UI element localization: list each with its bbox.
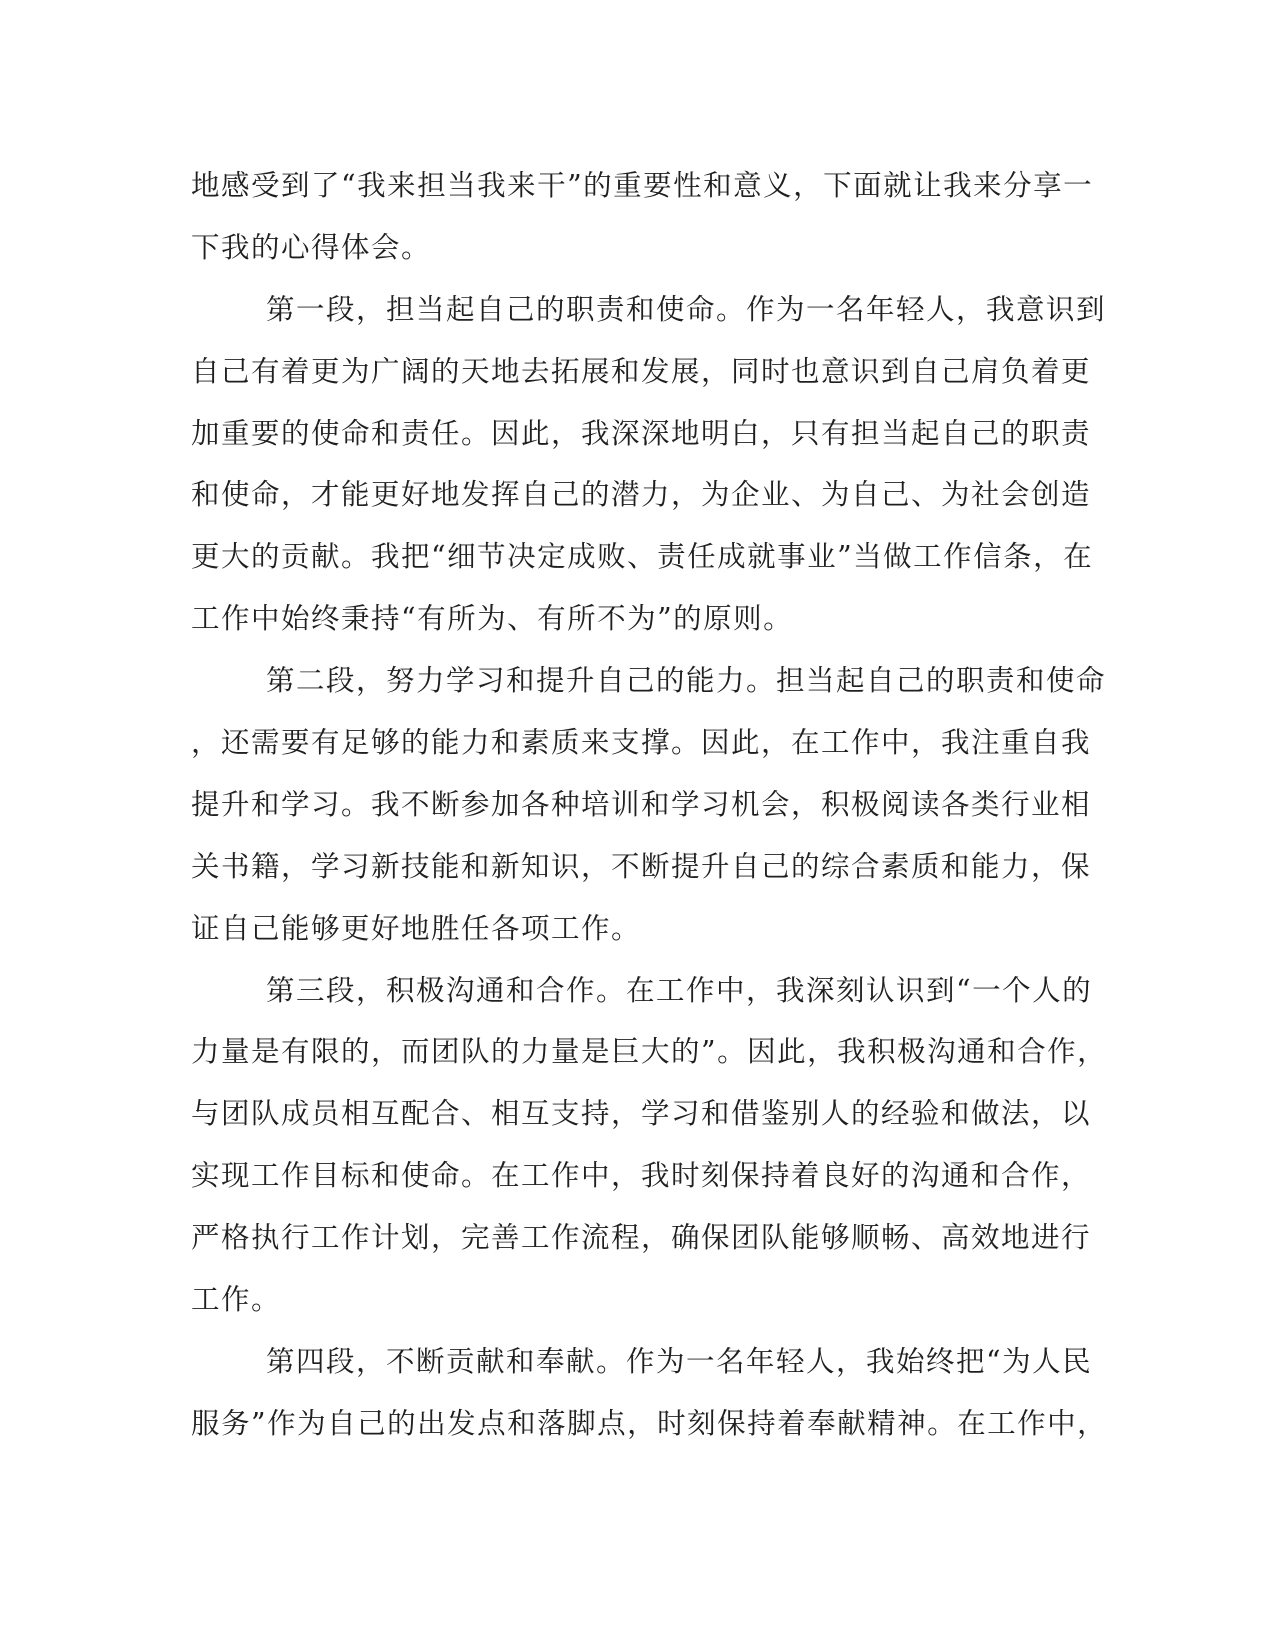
text-line-21: 服务”作为自己的出发点和落脚点，时刻保持着奉献精神。在工作中， — [191, 1406, 1108, 1440]
paragraph-2-first-line: 第二段，努力学习和提升自己的能力。担当起自己的职责和使命 — [266, 664, 1107, 698]
text-line-10: ，还需要有足够的能力和素质来支撑。因此，在工作中，我注重自我 — [191, 726, 1092, 760]
text-line-16: 与团队成员相互配合、相互支持，学习和借鉴别人的经验和做法，以 — [191, 1097, 1092, 1131]
text-line-8: 工作中始终秉持“有所为、有所不为”的原则。 — [191, 602, 794, 636]
text-line-12: 关书籍，学习新技能和新知识，不断提升自己的综合素质和能力，保 — [191, 849, 1092, 883]
text-line-5: 加重要的使命和责任。因此，我深深地明白，只有担当起自己的职责 — [191, 416, 1092, 450]
paragraph-4-first-line: 第四段，不断贡献和奉献。作为一名年轻人，我始终把“为人民 — [266, 1344, 1093, 1378]
text-line-7: 更大的贡献。我把“细节决定成败、责任成就事业”当做工作信条，在 — [191, 540, 1094, 574]
text-line-1: 地感受到了“我来担当我来干”的重要性和意义，下面就让我来分享一 — [191, 169, 1094, 202]
text-line-17: 实现工作目标和使命。在工作中，我时刻保持着良好的沟通和合作， — [191, 1159, 1092, 1193]
text-line-19: 工作。 — [191, 1283, 282, 1317]
text-line-2: 下我的心得体会。 — [191, 230, 432, 264]
paragraph-3-first-line: 第三段，积极沟通和合作。在工作中，我深刻认识到“一个人的 — [266, 973, 1093, 1007]
text-line-15: 力量是有限的，而团队的力量是巨大的”。因此，我积极沟通和合作， — [191, 1035, 1108, 1069]
text-line-11: 提升和学习。我不断参加各种培训和学习机会，积极阅读各类行业相 — [191, 787, 1092, 821]
text-line-4: 自己有着更为广阔的天地去拓展和发展，同时也意识到自己肩负着更 — [191, 354, 1092, 388]
paragraph-1-first-line: 第一段，担当起自己的职责和使命。作为一名年轻人，我意识到 — [266, 292, 1107, 326]
text-line-13: 证自己能够更好地胜任各项工作。 — [191, 911, 642, 945]
text-line-6: 和使命，才能更好地发挥自己的潜力，为企业、为自己、为社会创造 — [191, 478, 1092, 512]
text-line-18: 严格执行工作计划，完善工作流程，确保团队能够顺畅、高效地进行 — [191, 1221, 1092, 1255]
document-body — [191, 163, 1108, 1463]
